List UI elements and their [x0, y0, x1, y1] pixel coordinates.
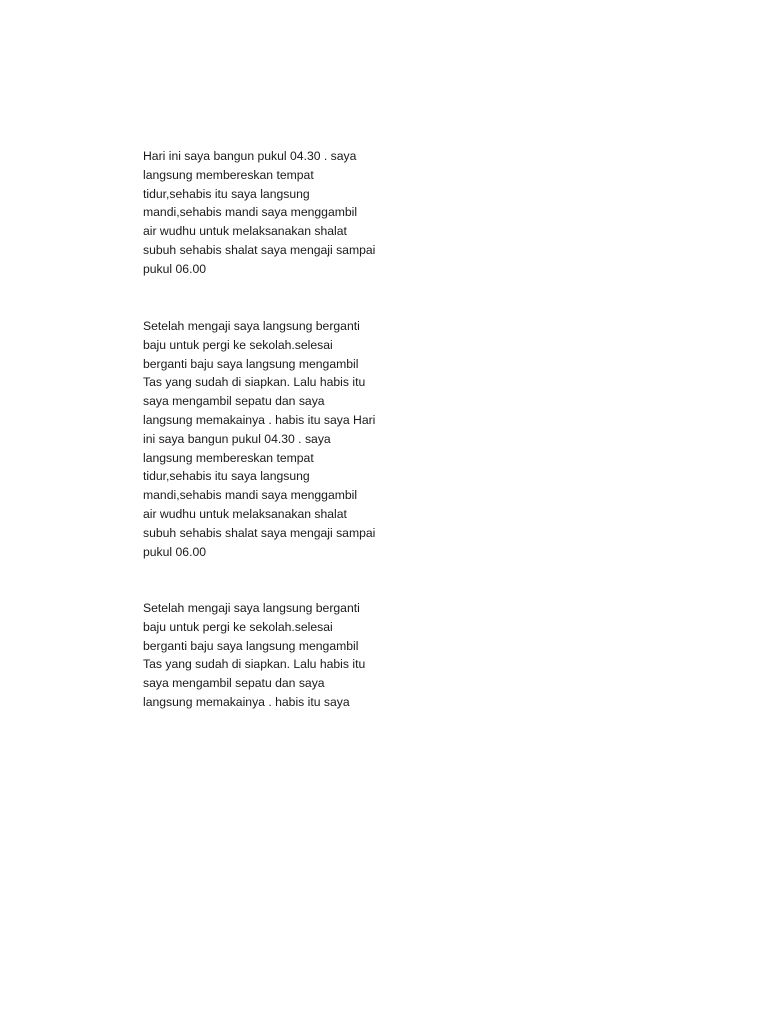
paragraph-2: [143, 317, 393, 561]
text-line: langsung memakainya . habis itu saya: [143, 694, 350, 709]
text-line: tidur,sehabis itu saya langsung: [143, 469, 310, 484]
text-line: mandi,sehabis mandi saya menggambil: [143, 488, 358, 503]
paragraph-3: [143, 599, 393, 712]
text-line: Tas yang sudah di siapkan. Lalu habis itu: [143, 375, 366, 390]
text-line: Tas yang sudah di siapkan. Lalu habis itu: [143, 657, 366, 672]
text-line: saya mengambil sepatu dan saya: [143, 676, 325, 691]
text-line: pukul 06.00: [143, 261, 207, 276]
text-line: berganti baju saya langsung mengambil: [143, 356, 359, 371]
text-line: mandi,sehabis mandi saya menggambil: [143, 205, 358, 220]
text-line: baju untuk pergi ke sekolah.selesai: [143, 619, 333, 634]
text-line: pukul 06.00: [143, 544, 207, 559]
text-line: saya mengambil sepatu dan saya: [143, 394, 325, 409]
text-line: air wudhu untuk melaksanakan shalat: [143, 506, 347, 521]
text-line: air wudhu untuk melaksanakan shalat: [143, 224, 347, 239]
text-line: tidur,sehabis itu saya langsung: [143, 186, 310, 201]
text-line: baju untuk pergi ke sekolah.selesai: [143, 337, 333, 352]
text-line: Setelah mengaji saya langsung berganti: [143, 319, 360, 333]
text-line: langsung membereskan tempat: [143, 167, 314, 182]
text-line: langsung membereskan tempat: [143, 450, 314, 465]
text-line: Hari ini saya bangun pukul 04.30 . saya: [143, 149, 357, 163]
text-line: subuh sehabis shalat saya mengaji sampai: [143, 525, 376, 540]
text-line: Setelah mengaji saya langsung berganti: [143, 601, 360, 615]
text-line: langsung memakainya . habis itu saya Hari: [143, 412, 376, 427]
text-line: subuh sehabis shalat saya mengaji sampai: [143, 242, 376, 257]
text-line: berganti baju saya langsung mengambil: [143, 638, 359, 653]
paragraph-1: [143, 147, 393, 279]
text-line: ini saya bangun pukul 04.30 . saya: [143, 431, 331, 446]
